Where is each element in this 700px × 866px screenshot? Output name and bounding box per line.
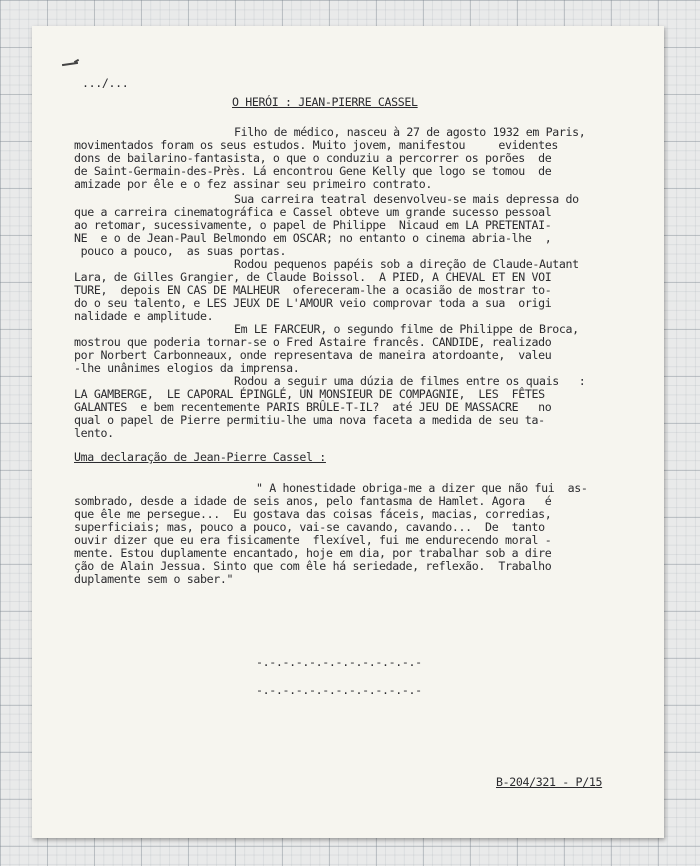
quote-line: sombrado, desde a idade de seis anos, pelo fantasma de Hamlet. Agora é	[74, 494, 552, 508]
bio-line: GALANTES e bem recentemente PARIS BRÛLE-T-IL? até JEU DE MASSACRE no	[74, 400, 552, 414]
bio-line: amizade por êle e o fez assinar seu primeiro contrato.	[74, 177, 433, 191]
quote-line: ção de Alain Jessua. Sinto que com êle há seriedade, reflexão. Trabalho	[74, 559, 552, 573]
bio-line: do o seu talento, e LES JEUX DE L'AMOUR veio comprovar toda a sua origi	[74, 296, 552, 310]
bio-line: NE e o de Jean-Paul Belmondo em OSCAR; no entanto o cinema abria-lhe ,	[74, 231, 552, 245]
bio-line: LA GAMBERGE, LE CAPORAL ÉPINGLÉ, UN MONSIEUR DE COMPAGNIE, LES FÊTES	[74, 387, 545, 401]
bio-line: que a carreira cinematográfica e Cassel obteve um grande sucesso pessoal	[74, 205, 552, 219]
bio-line: de Saint-Germain-des-Près. Lá encontrou Gene Kelly que logo se tomou de	[74, 164, 552, 178]
quote-line: superficiais; mas, pouco a pouco, vai-se cavando, cavando... De tanto	[74, 520, 545, 534]
page-title: O HERÓI : JEAN-PIERRE CASSEL	[232, 95, 418, 109]
bio-line: Sua carreira teatral desenvolveu-se mais depressa do	[234, 192, 579, 206]
bio-line: qual o papel de Pierre permitiu-lhe uma nova faceta a medida de seu ta-	[74, 413, 545, 427]
bio-line: nalidade e amplitude.	[74, 309, 214, 323]
bio-line: pouco a pouco, as suas portas.	[74, 244, 287, 258]
footer-reference: B-204/321 - P/15	[496, 775, 603, 789]
document-page	[32, 26, 664, 838]
bio-line: Filho de médico, nasceu à 27 de agosto 1932 em Paris,	[234, 125, 586, 139]
bio-line: Em LE FARCEUR, o segundo filme de Philippe de Broca,	[234, 322, 579, 336]
quote-line: que êle me persegue... Eu gostava das coisas fáceis, macias, corredias,	[74, 507, 552, 521]
bio-line: ao retomar, sucessivamente, o papel de Philippe Nicaud em LA PRETENTAI-	[74, 218, 552, 232]
declaration-heading: Uma declaração de Jean-Pierre Cassel :	[74, 450, 326, 464]
separator-line: -.-.-.-.-.-.-.-.-.-.-.-.-	[256, 655, 422, 669]
bio-line: Lara, de Gilles Grangier, de Claude Boissol. A PIED, A CHEVAL ET EN VOI	[74, 270, 552, 284]
bio-line: Rodou pequenos papéis sob a direção de Claude-Autant	[234, 257, 579, 271]
bio-line: movimentados foram os seus estudos. Muito jovem, manifestou evidentes	[74, 138, 558, 152]
bio-line: lento.	[74, 426, 114, 440]
separator-line: -.-.-.-.-.-.-.-.-.-.-.-.-	[256, 683, 422, 697]
bio-line: dons de bailarino-fantasista, o que o conduziu a percorrer os porões de	[74, 151, 552, 165]
bio-line: -lhe unânimes elogios da imprensa.	[74, 361, 300, 375]
bio-line: TURE, depois EN CAS DE MALHEUR ofereceram-lhe a ocasião de mostrar to-	[74, 283, 552, 297]
header-reference: .../...	[82, 76, 129, 90]
quote-line: ouvir dizer que eu era fisicamente flexível, fui me endurecendo moral -	[74, 533, 552, 547]
quote-line: mente. Estou duplamente encantado, hoje em dia, por trabalhar sob a dire	[74, 546, 552, 560]
bio-line: Rodou a seguir uma dúzia de filmes entre os quais :	[234, 374, 586, 388]
quote-line: duplamente sem o saber."	[74, 572, 234, 586]
bio-line: mostrou que poderia tornar-se o Fred Astaire francês. CANDIDE, realizado	[74, 335, 552, 349]
quote-line: " A honestidade obriga-me a dizer que não fui as-	[256, 481, 588, 495]
bio-line: por Norbert Carbonneaux, onde representava de maneira atordoante, valeu	[74, 348, 552, 362]
